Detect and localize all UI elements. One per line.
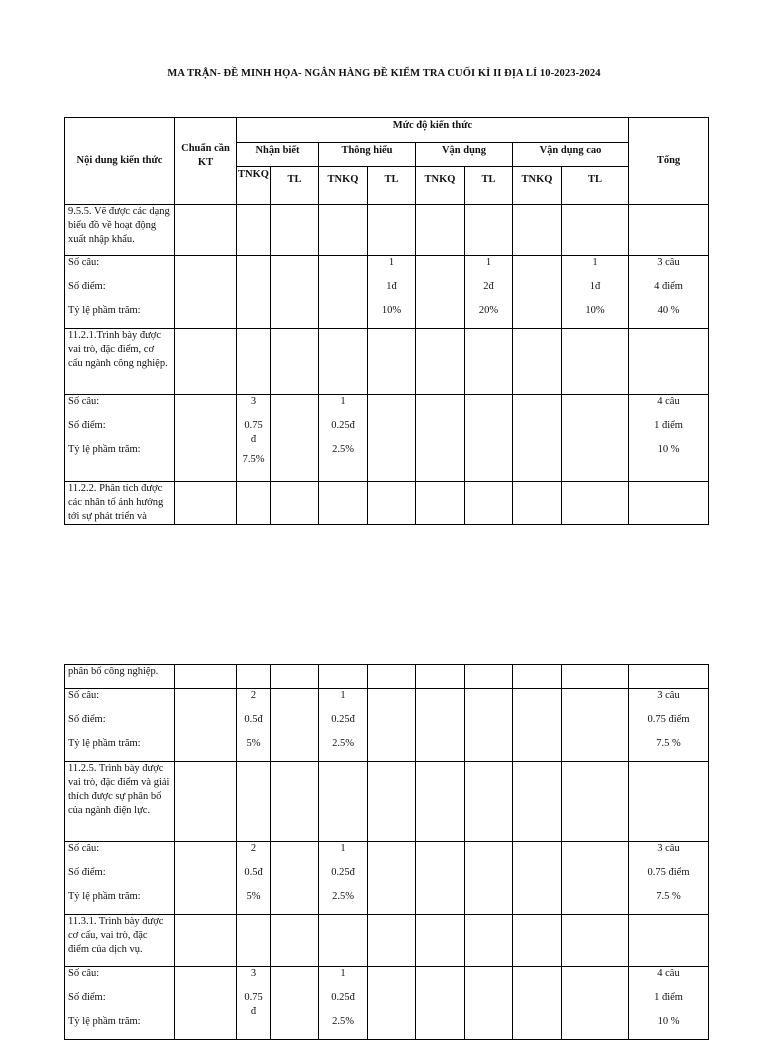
table-row xyxy=(65,762,709,842)
stat-labels: Số câu: Số điểm: Tỷ lệ phầm trăm: xyxy=(68,843,141,902)
nb-tnkq-values: 3 0.75 đ 7.5% xyxy=(242,396,265,465)
th-tl-values: 1 1đ 10% xyxy=(381,257,402,316)
th-tnkq-values: 1 0.25đ 2.5% xyxy=(331,396,355,455)
table-row xyxy=(65,329,709,395)
header-chuan-can: Chuẩn cần KT xyxy=(175,118,237,205)
th-tnkq-values: 1 0.25đ 2.5% xyxy=(331,843,355,902)
header-level-nhan-biet: Nhận biết xyxy=(237,143,319,167)
tong-values: 4 câu 1 điểm 10 % xyxy=(654,396,683,455)
nb-tnkq-values: 3 0.75 đ xyxy=(244,968,263,1017)
vd-tl-values: 1 2đ 20% xyxy=(478,257,499,316)
content-cell: 11.2.2. Phân tích được các nhân tố ảnh hưởng tới sự phát triển và xyxy=(65,482,175,525)
header-level-thong-hieu: Thông hiểu xyxy=(319,143,416,167)
nb-tnkq-values: 2 0.5đ 5% xyxy=(244,843,263,902)
header-sub-tl: TL xyxy=(271,167,319,205)
table-row xyxy=(65,665,709,689)
table-row xyxy=(65,256,709,329)
table-row xyxy=(65,915,709,967)
table-row xyxy=(65,395,709,482)
header-sub-tnkq: TNKQ xyxy=(237,167,271,205)
nb-tnkq-values: 2 0.5đ 5% xyxy=(244,690,263,749)
table-row xyxy=(65,967,709,1040)
stat-labels: Số câu: Số điểm: Tỷ lệ phầm trăm: xyxy=(68,968,141,1027)
header-muc-do: Mức độ kiến thức xyxy=(237,118,629,143)
header-level-van-dung: Vận dụng xyxy=(416,143,513,167)
header-sub-tnkq: TNKQ xyxy=(416,167,465,205)
stat-labels: Số câu: Số điểm: Tỷ lệ phầm trăm: xyxy=(68,396,141,455)
header-noi-dung: Nội dung kiến thức xyxy=(65,118,175,205)
table-row xyxy=(65,205,709,256)
tong-values: 3 câu 0.75 điểm 7.5 % xyxy=(647,843,690,902)
th-tnkq-values: 1 0.25đ 2.5% xyxy=(331,690,355,749)
header-level-van-dung-cao: Vận dụng cao xyxy=(513,143,629,167)
table-row xyxy=(65,842,709,915)
matrix-table-page-1 xyxy=(64,117,709,525)
header-sub-tl: TL xyxy=(368,167,416,205)
header-sub-tnkq: TNKQ xyxy=(319,167,368,205)
content-cell: 11.3.1. Trình bày được cơ cấu, vai trò, đặc điểm của dịch vụ. xyxy=(65,915,175,967)
tong-values: 3 câu 0.75 điểm 7.5 % xyxy=(647,690,690,749)
content-cell: 9.5.5. Vẽ được các dạng biểu đồ về hoạt động xuất nhập khẩu. xyxy=(65,205,175,256)
stat-labels: Số câu: Số điểm: Tỷ lệ phầm trăm: xyxy=(68,690,141,749)
content-cell: 11.2.5. Trình bày được vai trò, đặc điểm và giải thích được sự phân bố của ngành điện lực. xyxy=(65,762,175,842)
header-sub-tnkq: TNKQ xyxy=(513,167,562,205)
matrix-table-page-2 xyxy=(64,664,709,1040)
header-tong: Tổng xyxy=(629,118,709,205)
table-row xyxy=(65,689,709,762)
document-title: MA TRẬN- ĐỀ MINH HỌA- NGÂN HÀNG ĐỀ KIỂM TRA CUỐI KÌ II ĐỊA LÍ 10-2023-2024 xyxy=(167,68,601,79)
vdc-tl-values: 1 1đ 10% xyxy=(585,257,605,316)
content-cell: 11.2.1.Trình bày được vai trò, đặc điểm, cơ cấu ngành công nghiệp. xyxy=(65,329,175,395)
tong-values: 3 câu 4 điểm 40 % xyxy=(654,257,683,316)
header-sub-tl: TL xyxy=(562,167,629,205)
table-row xyxy=(65,482,709,525)
content-cell: phân bố công nghiệp. xyxy=(65,665,175,689)
th-tnkq-values: 1 0.25đ 2.5% xyxy=(331,968,355,1027)
tong-values: 4 câu 1 điểm 10 % xyxy=(654,968,683,1027)
stat-labels: Số câu: Số điểm: Tỷ lệ phầm trăm: xyxy=(68,257,141,316)
header-sub-tl: TL xyxy=(465,167,513,205)
